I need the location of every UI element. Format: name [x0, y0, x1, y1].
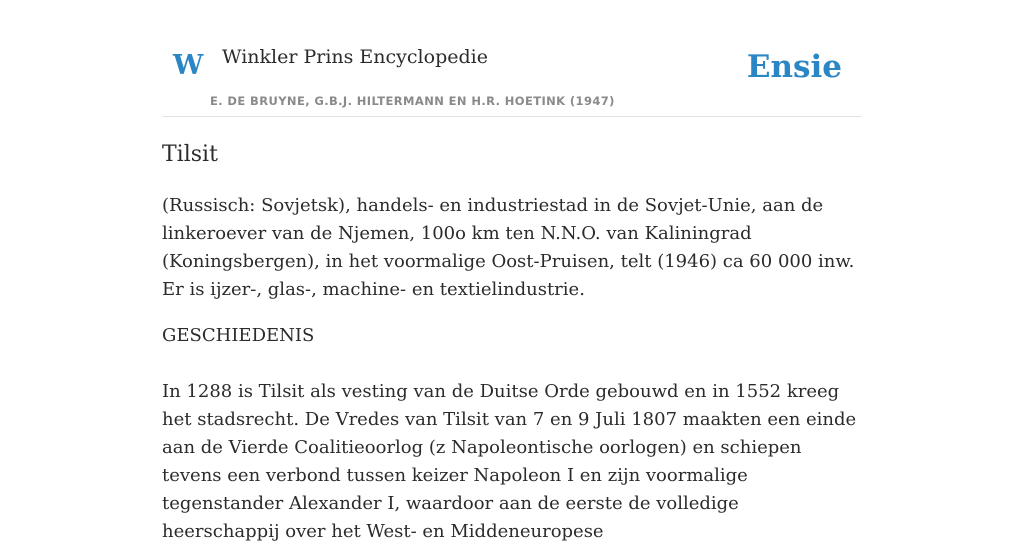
- article-history-paragraph: In 1288 is Tilsit als vesting van de Duitse Orde gebouwd en in 1552 kreeg het stadsrecht. De Vredes van Tilsit van 7 en 9 Juli 1807 maakten een einde aan de Vierde Coalitieoorlog (z Napoleontische oorlogen) en schiepen tevens een verbond tussen keizer Napoleon I en zijn voormalige tegenstander Alexander I, waardoor aan de eerste de volledige heerschappij over het West- en Middeneuropese: [162, 380, 857, 542]
- ensie-logo-link[interactable]: Ensie: [746, 49, 842, 85]
- header: [162, 0, 862, 117]
- publication-title[interactable]: Winkler Prins Encyclopedie: [222, 46, 488, 68]
- publication-logo-icon[interactable]: W: [173, 50, 204, 81]
- page: [162, 0, 862, 542]
- section-heading-geschiedenis: GESCHIEDENIS: [162, 324, 315, 346]
- publication-authors: E. DE BRUYNE, G.B.J. HILTERMANN EN H.R. HOETINK (1947): [210, 94, 615, 108]
- article-intro-paragraph: (Russisch: Sovjetsk), handels- en industriestad in de Sovjet-Unie, aan de linkeroever van de Njemen, 100o km ten N.N.O. van Kaliningrad (Koningsbergen), in het voormalige Oost-Pruisen, telt (1946) ca 60 000 inw. Er is ijzer-, glas-, machine- en textielindustrie.: [162, 194, 855, 300]
- article-title: Tilsit: [162, 142, 218, 167]
